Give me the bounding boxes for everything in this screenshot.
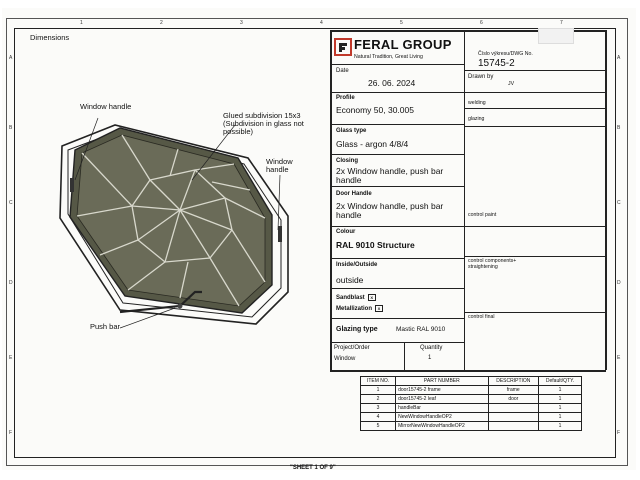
cell-part-number: NewWindowHandleOP2 <box>396 413 488 422</box>
zone-side-a: A <box>9 55 13 61</box>
cell-item-no: 1 <box>361 386 396 395</box>
cell-part-number: handleBar <box>396 404 488 413</box>
cell-item-no: 3 <box>361 404 396 413</box>
cell-qty: 1 <box>539 422 582 431</box>
check-control-components: control components+ straightening <box>468 258 517 270</box>
cell-item-no: 5 <box>361 422 396 431</box>
cell-qty: 1 <box>539 395 582 404</box>
callout-glued-subdivision: Glued subdivision 15x3 (Subdivision in glass not possible) <box>223 111 304 136</box>
cell-qty: 1 <box>539 404 582 413</box>
table-row <box>361 422 582 431</box>
door-handle-value: 2x Window handle, push bar handle <box>336 201 444 220</box>
drawing-no-label: Číslo výkresu/DWG No. <box>478 51 533 57</box>
callout-window-handle-left: Window handle <box>80 102 132 111</box>
header-description: DESCRIPTION <box>488 377 539 386</box>
parts-table <box>360 376 582 431</box>
cell-description <box>488 422 539 431</box>
header-part-number: PART NUMBER <box>396 377 488 386</box>
drawn-by-label: Drawn by <box>468 74 494 80</box>
colour-label: Colour <box>336 229 356 235</box>
cell-part-number: door15745-2 frame <box>396 386 488 395</box>
zone-side-d-right: D <box>617 280 621 286</box>
glazing-type-label: Glazing type <box>336 326 378 333</box>
profile-value: Economy 50, 30.005 <box>336 105 414 115</box>
quantity-label: Quantity <box>420 345 443 351</box>
cell-part-number: MirrorNewWindowHandleOP2 <box>396 422 488 431</box>
zone-top-2: 2 <box>160 20 163 26</box>
project-order-value: Window <box>334 356 356 362</box>
door-handle-label: Door Handle <box>336 191 372 197</box>
sandblast-checkbox: X <box>368 294 376 301</box>
cell-item-no: 4 <box>361 413 396 422</box>
zone-side-b-right: B <box>617 125 621 131</box>
inside-outside-value: outside <box>336 275 364 285</box>
project-order-label: Project/Order <box>334 345 370 351</box>
cell-qty: 1 <box>539 386 582 395</box>
header-qty: Default/QTY. <box>539 377 582 386</box>
zone-side-f: F <box>9 430 13 436</box>
glass-type-label: Glass type <box>336 128 367 134</box>
callout-window-handle-right: Window handle <box>266 157 293 174</box>
header-item-no: ITEM NO. <box>361 377 396 386</box>
sheet-label: "SHEET 1 OF 9" <box>290 465 336 471</box>
parts-table-header-row <box>361 377 582 386</box>
date-value: 26. 06. 2024 <box>368 78 416 88</box>
inside-outside-label: Inside/Outside <box>336 262 378 268</box>
cell-item-no: 2 <box>361 395 396 404</box>
sandblast-label: Sandblast X <box>336 294 376 301</box>
zone-top-3: 3 <box>240 20 243 26</box>
window-handle-right-shape <box>278 226 282 242</box>
zone-side-e: E <box>9 355 13 361</box>
cell-description <box>488 404 539 413</box>
drawing-area <box>20 30 328 460</box>
table-row <box>361 404 582 413</box>
zone-top-5: 5 <box>400 20 403 26</box>
zone-side-c: C <box>9 200 13 206</box>
octagonal-window-drawing <box>20 30 328 460</box>
zone-side-d: D <box>9 280 13 286</box>
check-glazing: glazing <box>468 116 485 122</box>
zone-side-e-right: E <box>617 355 621 361</box>
zone-top-1: 1 <box>80 20 83 26</box>
closing-label: Closing <box>336 158 358 164</box>
zone-side-f-right: F <box>617 430 621 436</box>
feral-group-logo <box>334 38 352 56</box>
callout-push-bar: Push bar <box>90 322 121 331</box>
closing-value: 2x Window handle, push bar handle <box>336 166 444 185</box>
cell-description: door <box>488 395 539 404</box>
table-row <box>361 395 582 404</box>
metallization-label: Metallization X <box>336 305 383 312</box>
check-control-paint: control paint <box>468 212 497 218</box>
brand-name: FERAL GROUP <box>354 37 452 52</box>
metallization-checkbox: X <box>375 305 383 312</box>
redaction-patch <box>538 28 574 44</box>
zone-top-4: 4 <box>320 20 323 26</box>
drawing-no: 15745-2 <box>478 58 515 69</box>
glazing-type-value: Mastic RAL 9010 <box>396 326 446 333</box>
profile-label: Profile <box>336 95 355 101</box>
brand-tagline: Natural Tradition, Great Living <box>354 54 423 60</box>
window-handle-left-shape <box>70 178 74 192</box>
table-row <box>361 386 582 395</box>
cell-description: frame <box>488 386 539 395</box>
glass-type-value: Glass - argon 4/8/4 <box>336 139 409 149</box>
zone-side-c-right: C <box>617 200 621 206</box>
dimensions-label: Dimensions <box>30 33 70 42</box>
zone-side-b: B <box>9 125 13 131</box>
cell-qty: 1 <box>539 413 582 422</box>
zone-top-7: 7 <box>560 20 563 26</box>
cell-part-number: door15745-2 leaf <box>396 395 488 404</box>
zone-side-a-right: A <box>617 55 621 61</box>
table-row <box>361 413 582 422</box>
drawn-by-value: JV <box>508 81 515 87</box>
date-label: Date <box>336 68 349 74</box>
quantity-value: 1 <box>428 355 432 361</box>
check-control-final: control final <box>468 314 495 320</box>
check-welding: welding <box>468 100 486 106</box>
zone-top-6: 6 <box>480 20 483 26</box>
cell-description <box>488 413 539 422</box>
colour-value: RAL 9010 Structure <box>336 240 415 250</box>
